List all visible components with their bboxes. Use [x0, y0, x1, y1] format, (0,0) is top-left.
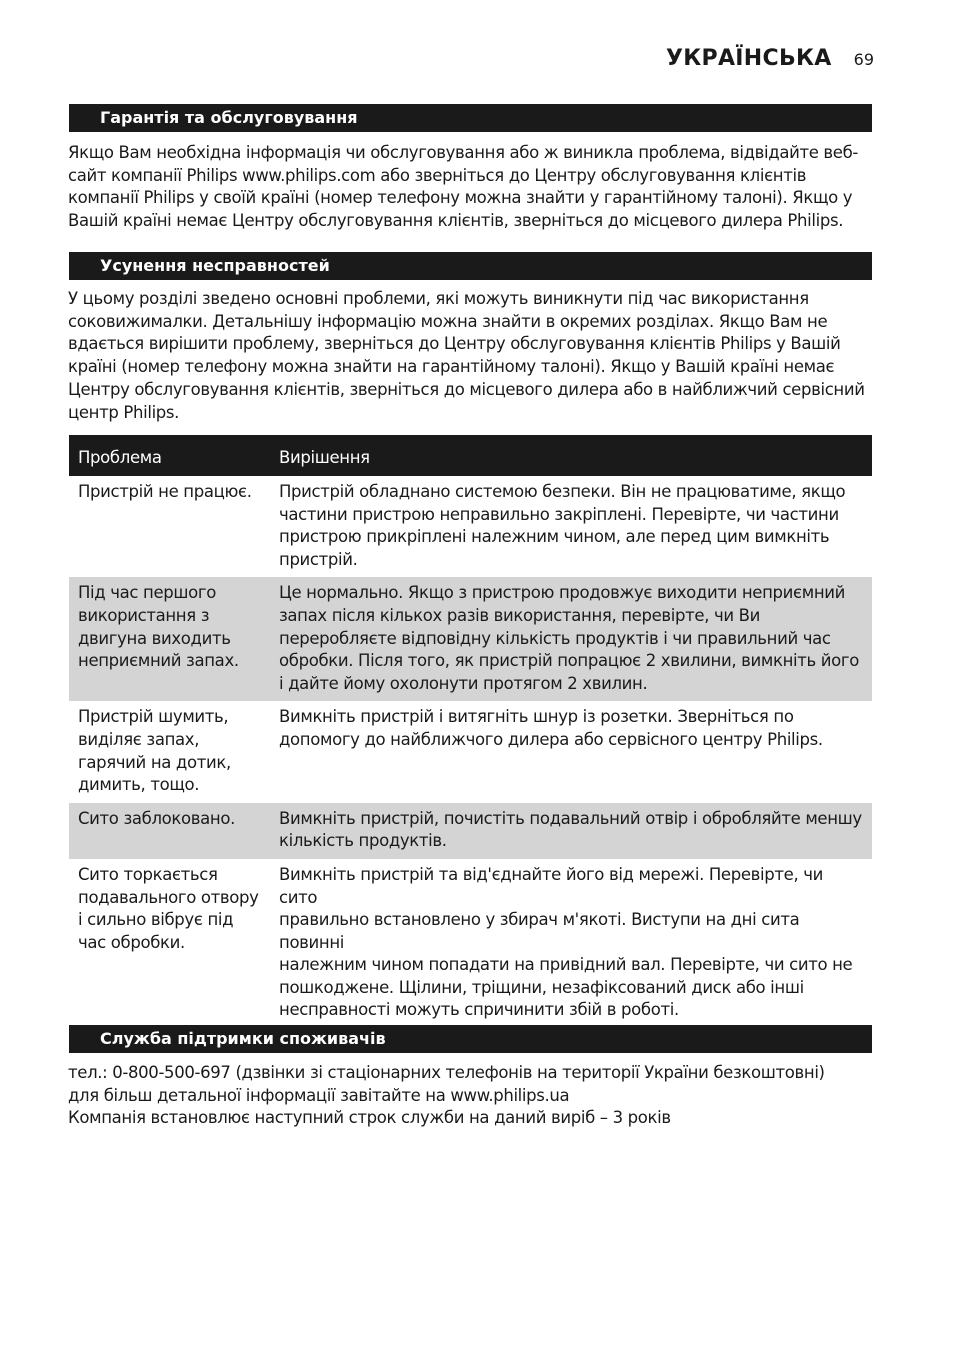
cell-line: Пристрій обладнано системою безпеки. Він не працюватиме, якщо [279, 482, 846, 501]
text-line: для більш детальної інформації завітайте на www.philips.ua [68, 1085, 570, 1105]
table-row [69, 701, 872, 802]
cell-line: Під час першого [78, 583, 216, 603]
cell-line: Це нормально. Якщо з пристрою продовжує виходити неприємний [279, 583, 846, 603]
solution-cell [270, 476, 872, 577]
table-row [69, 476, 872, 577]
cell-line: належним чином попадати на привідний вал. Перевірте, чи сито не [279, 955, 853, 975]
text-line: сайт компанії Philips www.philips.com або зверніться до Центру обслуговування клієнтів [68, 165, 807, 185]
table-row [69, 577, 872, 701]
problem-cell [69, 476, 270, 577]
text-line: компанії Philips у своїй країні (номер телефону можна знайти у гарантійному талоні). Якщо у [68, 188, 853, 208]
cell-line: використання з [78, 605, 210, 625]
solution-cell [270, 701, 872, 802]
cell-line: пристрою прикріплені належним чином, але перед цим вимкніть [279, 527, 830, 547]
cell-line: і сильно вібрує під [78, 910, 234, 930]
text-line: Компанія встановлює наступний строк служби на даний виріб – 3 років [68, 1108, 671, 1128]
cell-line: запах після кількох разів використання, перевірте, чи Ви [279, 605, 761, 625]
cell-line: і дайте йому охолонути протягом 2 хвилин. [279, 673, 648, 693]
warranty-paragraph [68, 142, 878, 233]
cell-line: подавального отвору [78, 887, 259, 907]
cell-line: пошкоджене. Щілини, тріщини, незафіксований диск або інші [279, 977, 804, 997]
cell-line: пристрій. [279, 549, 358, 569]
page-number: 69 [853, 50, 874, 69]
cell-line: Вимкніть пристрій та від'єднайте його від мережі. Перевірте, чи сито [279, 864, 824, 907]
troubleshooting-table [69, 435, 872, 1028]
solution-cell [270, 803, 872, 859]
problem-cell [69, 577, 270, 701]
problem-cell [69, 803, 270, 859]
section-heading-warranty: Гарантія та обслуговування [69, 104, 872, 132]
cell-line: Пристрій не працює. [78, 482, 252, 501]
cell-line: гарячий на дотик, [78, 752, 231, 772]
cell-line: Вимкніть пристрій і витягніть шнур із розетки. Зверніться по [279, 707, 794, 727]
language-label: УКРАЇНСЬКА [666, 46, 832, 71]
support-paragraph [68, 1062, 878, 1130]
column-header-solution: Вирішення [270, 435, 872, 476]
solution-cell [270, 859, 872, 1028]
cell-line: Вимкніть пристрій, почистіть подавальний отвір і обробляйте меншу [279, 808, 862, 828]
text-line: Якщо Вам необхідна інформація чи обслуговування або ж виникла проблема, відвідайте веб- [68, 143, 859, 162]
problem-cell [69, 859, 270, 1028]
cell-line: переробляєте відповідну кількість продуктів і чи правильний час [279, 628, 831, 648]
cell-line: кількість продуктів. [279, 831, 447, 851]
table-header-row [69, 435, 872, 476]
column-header-problem: Проблема [69, 435, 270, 476]
table-row [69, 803, 872, 859]
text-line: У цьому розділі зведено основні проблеми, які можуть виникнути під час використання [68, 289, 809, 308]
cell-line: неприємний запах. [78, 651, 239, 671]
cell-line: Пристрій шумить, [78, 707, 229, 727]
cell-line: двигуна виходить [78, 628, 231, 648]
troubleshooting-paragraph [68, 288, 878, 424]
text-line: країні (номер телефону можна знайти на гарантійному талоні). Якщо у Вашій країні немає [68, 357, 835, 377]
section-heading-troubleshooting: Усунення несправностей [69, 252, 872, 280]
text-line: тел.: 0-800-500-697 (дзвінки зі стаціонарних телефонів на території України безкоштовні) [68, 1063, 825, 1082]
table-row [69, 859, 872, 1028]
text-line: соковижималки. Детальнішу інформацію можна знайти в окремих розділах. Якщо Вам не [68, 311, 828, 331]
text-line: Вашій країні немає Центру обслуговування клієнтів, зверніться до місцевого дилера Philips. [68, 211, 844, 231]
solution-cell [270, 577, 872, 701]
cell-line: обробки. Після того, як пристрій попрацює 2 хвилини, вимкніть його [279, 651, 859, 671]
section-heading-support: Служба підтримки споживачів [69, 1025, 872, 1053]
cell-line: несправності можуть спричинити збій в роботі. [279, 1000, 679, 1020]
cell-line: частини пристрою неправильно закріплені. Перевірте, чи частини [279, 504, 839, 524]
cell-line: час обробки. [78, 932, 185, 952]
text-line: вдається вирішити проблему, зверніться до Центру обслуговування клієнтів Philips у Вашій [68, 334, 841, 354]
cell-line: допомогу до найближчого дилера або сервісного центру Philips. [279, 729, 823, 749]
cell-line: Сито торкається [78, 864, 218, 884]
cell-line: Сито заблоковано. [78, 808, 235, 828]
page-header [666, 46, 874, 71]
cell-line: димить, тощо. [78, 775, 200, 795]
text-line: центр Philips. [68, 402, 180, 422]
problem-cell [69, 701, 270, 802]
cell-line: виділяє запах, [78, 729, 200, 749]
cell-line: правильно встановлено у збирач м'якоті. Виступи на дні сита повинні [279, 910, 800, 952]
text-line: Центру обслуговування клієнтів, зверніться до місцевого дилера або в найближчий сервісний [68, 379, 865, 399]
